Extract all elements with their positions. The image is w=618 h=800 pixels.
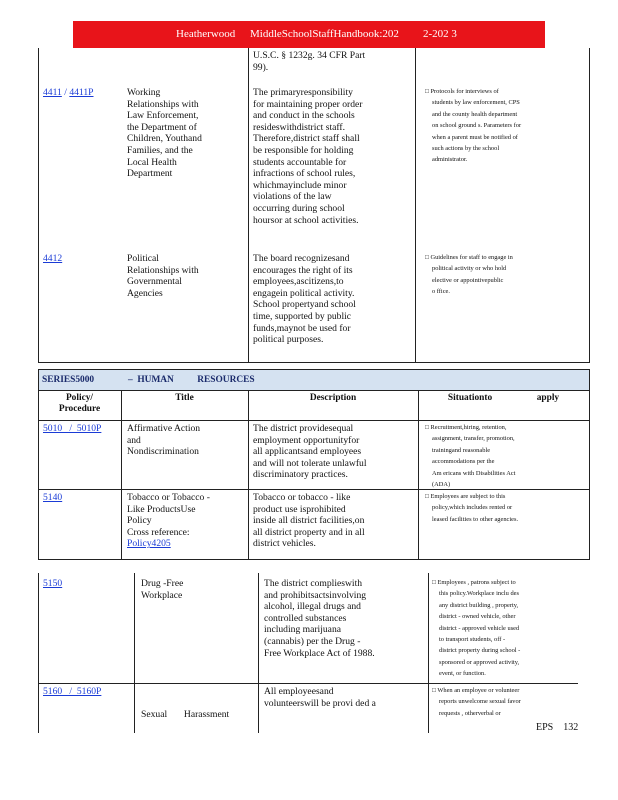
policy-4411: 4411 / 4411P [43, 87, 94, 98]
title-4412: Political Relationships with Governmental Agencies [127, 253, 199, 299]
title-5150: Drug -Free Workplace [141, 578, 184, 601]
table-right-border [589, 369, 590, 560]
col-header-situation: Situationto apply [447, 393, 560, 403]
description-4412: The board recognizesand encourages the right of its employees,ascitizens,to engagein political activity. School propertyand school time, supported by public funds,maynot be used for political purposes. [253, 253, 356, 346]
description-4411: The primaryresponsibility for maintaining proper order and conduct in the schools resideswithdistrict staff. Therefore,district staff shall be responsible for holding students accountable for infractions of school rules, whichmayinclude minor violations of the law occurring during school hoursor at school activities. [253, 87, 363, 226]
border-bottom-top [38, 362, 590, 363]
cross-reference-link[interactable]: Policy4205 [127, 538, 171, 550]
situation-5010: □ Recruitment,hiring, retention, assignment, transfer, promotion, trainingand reasonable accommodations per the Am ericans with Disabilities Act (ADA) [425, 424, 516, 489]
situation-5160: □ When an employee or volunteer reports unwelcome sexual favor requests , otherverbal or [432, 687, 521, 717]
bottom-row-divider [38, 683, 578, 684]
border-right [589, 48, 590, 363]
policy-link-5150[interactable]: 5150 [43, 578, 63, 589]
bullet-icon: □ [432, 579, 438, 586]
bullet-icon: □ [425, 88, 431, 95]
policy-link-5010[interactable]: 5010 / 5010P [43, 423, 102, 434]
bullet-icon: □ [425, 493, 431, 500]
bottom-col-sit-border [428, 573, 429, 733]
situation-5140: □ Employees are subject to this policy,which includes rented or leased facilities to other agencies. [425, 493, 519, 523]
bullet-icon: □ [425, 424, 431, 431]
col-header-description: Description [309, 393, 357, 403]
border-left [38, 48, 39, 363]
policy-link-4411p[interactable]: 4411P [69, 87, 94, 98]
header-year: 2-202 3 [423, 28, 457, 40]
policy-link-4411[interactable]: 4411 [43, 87, 62, 98]
col-header-policy: Policy/ Procedure [58, 393, 101, 414]
title-4411: Working Relationships with Law Enforcement, the Department of Children, Youthand Families, and the Local Health Department [127, 87, 202, 180]
col-sit-border [418, 390, 419, 560]
header-school: Heatherwood [176, 28, 236, 40]
policy-link-4412[interactable]: 4412 [43, 253, 63, 264]
description-5010: The district providesequal employment opportunityfor all applicantsand employees and will not tolerate unlawful discriminatory practices. [253, 423, 367, 481]
policy-5160 [43, 686, 101, 698]
title-5160: Sexual Harassment [141, 709, 230, 721]
bottom-left-border [38, 573, 39, 733]
col-desc-border [248, 390, 249, 560]
continued-description: U.S.C. § 1232g. 34 CFR Part 99). [253, 50, 366, 73]
description-5160: All employeesand volunteerswill be provi ded a [264, 686, 376, 709]
border-col-sit [415, 48, 416, 363]
title-5140: Tobacco or Tobacco - Like ProductsUse Policy Cross reference: Policy4205 [127, 492, 210, 550]
situation-4412: □ Guidelines for staff to engage in political activity or who hold elective or appointivepublic o ffice. [425, 254, 513, 296]
policy-4412 [43, 253, 62, 265]
bottom-col-title-border [134, 573, 135, 733]
series-name: – HUMAN RESOURCES [128, 375, 255, 385]
bullet-icon: □ [432, 687, 438, 694]
col-title-border [121, 390, 122, 560]
col-header-title: Title [175, 393, 194, 403]
situation-5150: □ Employees , patrons subject to this policy.Workplace inclu des any district building , property, district - owned vehicle, other district - approved vehicle used to transport students, off - district property during school - sponsored or approved activity, event, or function. [432, 579, 521, 678]
header-title: MiddleSchoolStaffHandbook:202 [250, 28, 399, 40]
policy-5140 [43, 492, 62, 504]
series-bar [38, 370, 590, 390]
bottom-col-desc-border [258, 573, 259, 733]
policy-link-5140[interactable]: 5140 [43, 492, 63, 503]
situation-4411: □ Protocols for interviews of students by law enforcement, CPS and the county health department on school ground s. Parameters for when a parent must be notified of such actions by the school administrator. [425, 88, 522, 164]
description-5140: Tobacco or tobacco - like product use isprohibited inside all district facilities,on all district property and in all district vehicles. [253, 492, 365, 550]
policy-5010 [43, 423, 101, 435]
description-5150: The district complieswith and prohibitsactsinvolving alcohol, illegal drugs and controlled substances including marijuana (cannabis) per the Drug - Free Workplace Act of 1988. [264, 578, 375, 659]
page-number: EPS 132 [536, 722, 579, 733]
series-label: SERIES5000 [42, 375, 95, 385]
series-top-border [38, 369, 590, 370]
bullet-icon: □ [425, 254, 431, 261]
policy-link-5160[interactable]: 5160 / 5160P [43, 686, 102, 697]
header-banner [73, 21, 545, 48]
policy-5150 [43, 578, 62, 590]
title-5010: Affirmative Action and Nondiscrimination [127, 423, 201, 458]
border-col-desc [248, 48, 249, 363]
